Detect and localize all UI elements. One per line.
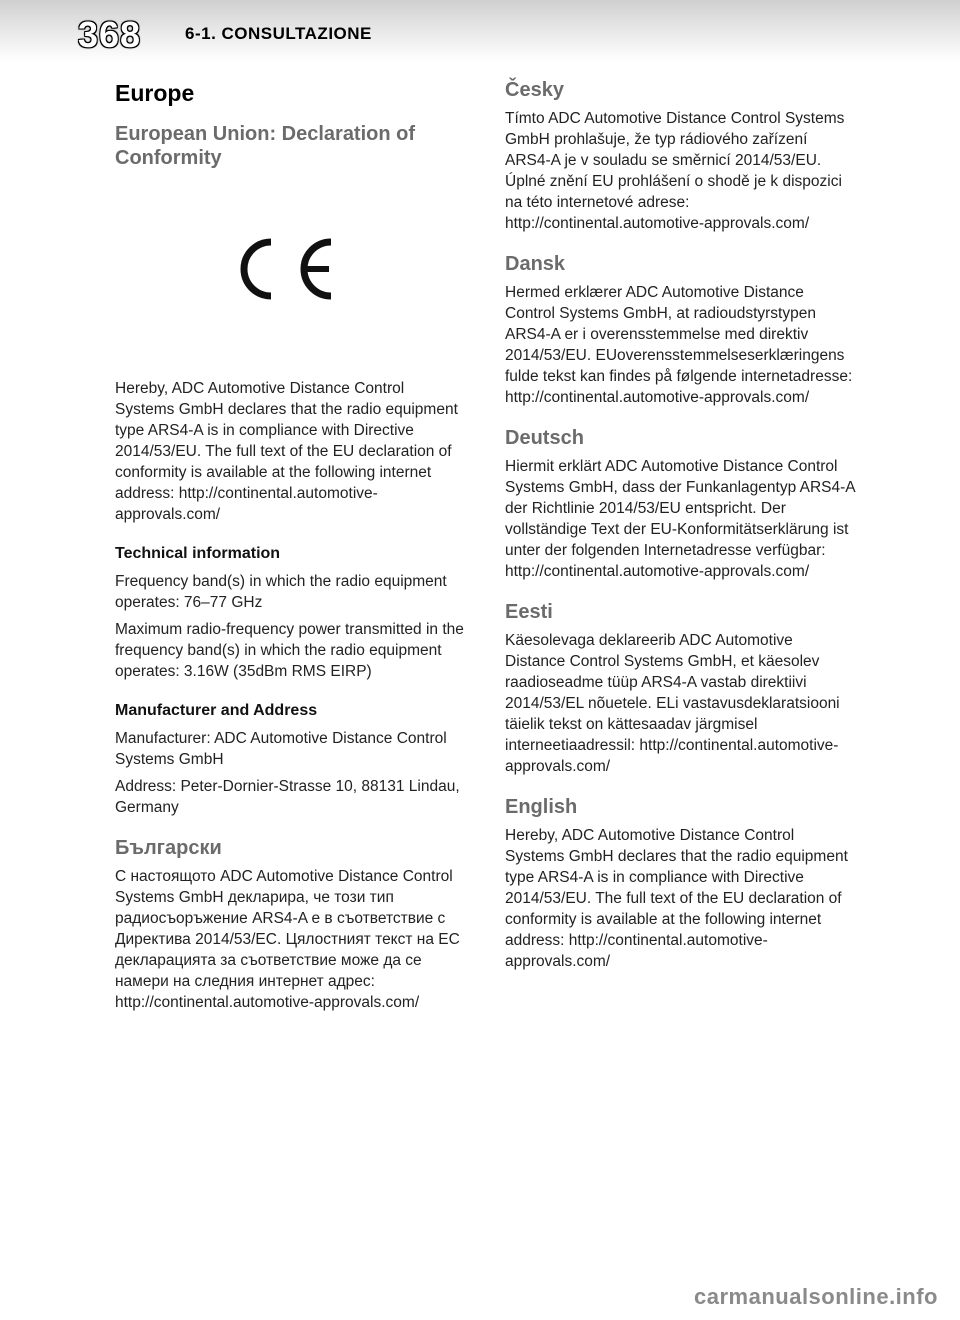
- danish-text: Hermed erklærer ADC Automotive Distance Control Systems GmbH, at radioudstyrstypen ARS4-A er i overensstemmelse med direktiv 2014/53/EU. EUoverensstemmelseserklæringens fulde tekst kan findes på følgende internetadresse: http://continental.automotive-approvals.com/: [505, 284, 853, 406]
- header-band: [0, 0, 960, 62]
- czech-heading: Česky: [505, 79, 564, 101]
- german-text: Hiermit erklärt ADC Automotive Distance Control Systems GmbH, dass der Funkanlagentyp ARS4-A der Richtlinie 2014/53/EU entspricht. Der vollständige Text der EU-Konformitätserklärung ist unter der folgenden Internetadresse verfügbar: http://continental.automotive-approvals.com/: [505, 458, 855, 580]
- german-heading: Deutsch: [505, 427, 584, 449]
- frequency-band-text: Frequency band(s) in which the radio equipment operates: 76–77 GHz: [115, 573, 447, 611]
- manufacturer-heading: Manufacturer and Address: [115, 702, 318, 719]
- address-text: Address: Peter-Dornier-Strasse 10, 88131 Lindau, Germany: [115, 778, 460, 816]
- right-column: [505, 78, 855, 990]
- estonian-heading: Eesti: [505, 601, 553, 623]
- left-column: [115, 78, 465, 1019]
- estonian-text: Käesolevaga deklareerib ADC Automotive Distance Control Systems GmbH, et käesolev raadioseadme tüüp ARS4-A vastab direktiivi 2014/53/EL nõuetele. ELi vastavusdeklaratsiooni täielik tekst on kättesaadav järgmisel interneetiaadressil: http://continental.automotive-approvals.com/: [505, 632, 840, 775]
- max-power-text: Maximum radio-frequency power transmitted in the frequency band(s) in which the radio equipment operates: 3.16W (35dBm RMS EIRP): [115, 621, 464, 680]
- english-text: Hereby, ADC Automotive Distance Control Systems GmbH declares that the radio equipment type ARS4-A is in compliance with Directive 2014/53/EU. The full text of the EU declaration of conformity is available at the following internet address: http://continental.automotive-approvals.com/: [505, 827, 848, 970]
- danish-heading: Dansk: [505, 253, 566, 275]
- manufacturer-text: Manufacturer: ADC Automotive Distance Control Systems GmbH: [115, 730, 447, 768]
- eu-declaration-heading: European Union: Declaration of Conformity: [115, 123, 416, 169]
- ce-mark-area: [115, 178, 465, 358]
- bulgarian-text: С настоящото ADC Automotive Distance Control Systems GmbH декларира, че този тип радиосъоръжение ARS4-A е в съответствие с Директива 2014/53/ЕС. Цялостният текст на ЕС декларацията за съответствие може да се намери на следния интернет адрес: http://continental.automotive-approvals.com/: [115, 868, 460, 1011]
- page-header: [0, 0, 960, 62]
- page-number: 368: [78, 14, 142, 55]
- czech-text: Tímto ADC Automotive Distance Control Systems GmbH prohlašuje, že typ rádiového zařízení ARS4-A je v souladu se směrnicí 2014/53/EU. Úplné znění EU prohlášení o shodě je k dispozici na této internetové adrese: http://continental.automotive-approvals.com/: [505, 110, 845, 232]
- watermark: carmanualsonline.info: [694, 1284, 938, 1309]
- section-title: 6-1. CONSULTAZIONE: [185, 24, 372, 43]
- english-heading: English: [505, 796, 578, 818]
- bulgarian-heading: Български: [115, 837, 222, 859]
- region-title: Europe: [115, 80, 195, 106]
- eu-declaration-text: Hereby, ADC Automotive Distance Control Systems GmbH declares that the radio equipment type ARS4-A is in compliance with Directive 2014/53/EU. The full text of the EU declaration of conformity is available at the following internet address: http://continental.automotive-approvals.com/: [115, 380, 458, 523]
- ce-mark-icon: [233, 236, 337, 302]
- technical-information-heading: Technical information: [115, 545, 281, 562]
